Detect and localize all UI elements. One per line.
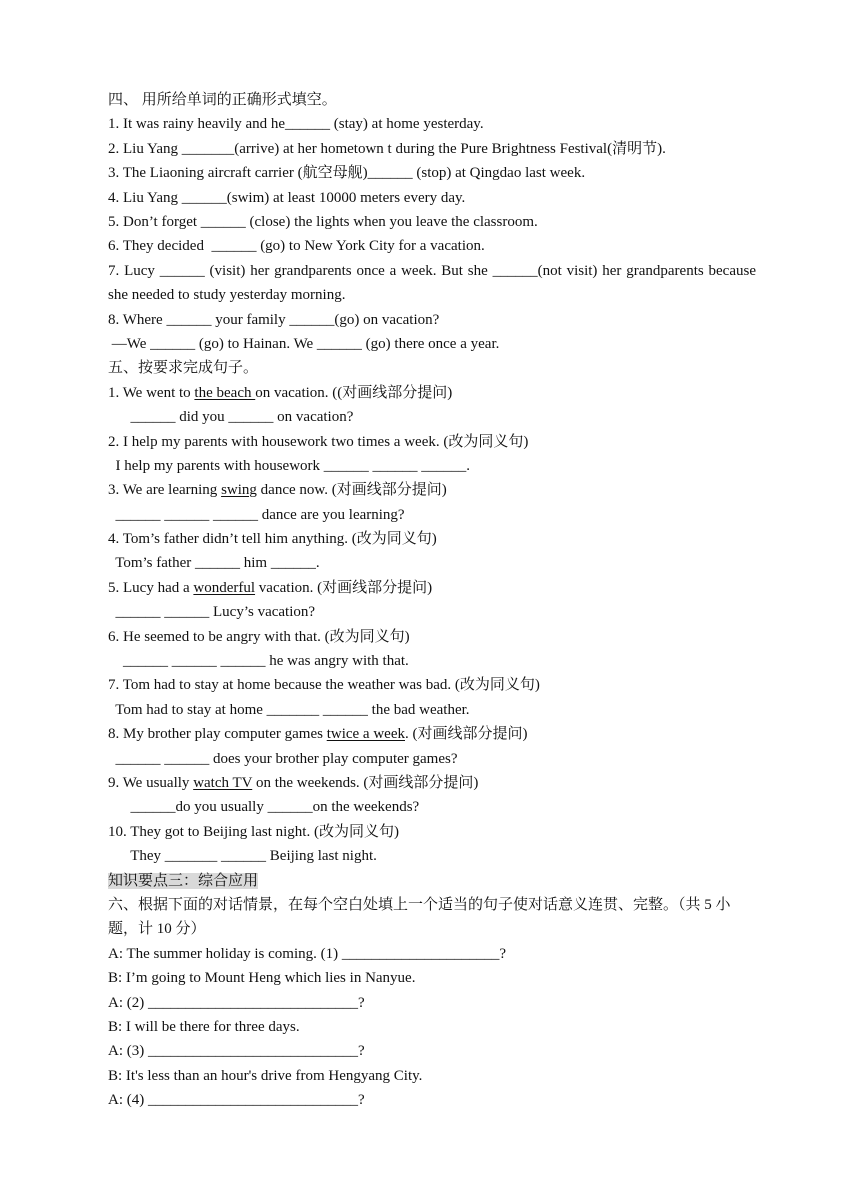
s5-q5: 5. Lucy had a wonderful vacation. (对画线部分提问) [108, 579, 433, 596]
s5-q9-answer: ______do you usually ______on the weekends? [108, 799, 420, 816]
s4-item-3: 3. The Liaoning aircraft carrier (航空母舰)______ (stop) at Qingdao last week. [108, 165, 586, 182]
s5-q6-answer: ______ ______ ______ he was angry with that. [108, 653, 409, 670]
s5-q1-answer: ______ did you ______ on vacation? [108, 409, 354, 426]
s4-item-6: 6. They decided ______ (go) to New York City for a vacation. [108, 238, 485, 255]
s4-item-8: 8. Where ______ your family ______(go) on vacation? [108, 311, 440, 328]
s5-q9: 9. We usually watch TV on the weekends. (对画线部分提问) [108, 774, 479, 791]
s4-item-8-reply: —We ______ (go) to Hainan. We ______ (go) there once a year. [108, 335, 500, 352]
worksheet-page [108, 88, 760, 1112]
dialog-line-1: A: The summer holiday is coming. (1) _____________________? [108, 945, 507, 962]
section5-heading: 五、按要求完成句子。 [108, 360, 259, 377]
knowledge-heading [108, 869, 756, 893]
s5-q8: 8. My brother play computer games twice a week. (对画线部分提问) [108, 726, 528, 743]
s5-q10: 10. They got to Beijing last night. (改为同义句) [108, 823, 399, 840]
section4-heading: 四、 用所给单词的正确形式填空。 [108, 92, 337, 108]
s4-item-7: 7. Lucy ______ (visit) her grandparents once a week. But she ______(not visit) her grandparents because she needed to study yesterday morning. [108, 262, 760, 304]
dialog-line-5: A: (3) ____________________________? [108, 1043, 365, 1060]
s5-q3: 3. We are learning swing dance now. (对画线部分提问) [108, 482, 447, 499]
dialog-line-2: B: I’m going to Mount Heng which lies in Nanyue. [108, 970, 416, 987]
dialog-line-4: B: I will be there for three days. [108, 1018, 300, 1035]
s5-q7: 7. Tom had to stay at home because the weather was bad. (改为同义句) [108, 677, 540, 694]
s5-q2: 2. I help my parents with housework two times a week. (改为同义句) [108, 433, 529, 450]
s5-q7-answer: Tom had to stay at home _______ ______ the bad weather. [108, 701, 470, 718]
s4-item-5: 5. Don’t forget ______ (close) the lights when you leave the classroom. [108, 213, 538, 230]
underlined-phrase: the beach [194, 384, 256, 401]
s5-q4-answer: Tom’s father ______ him ______. [108, 555, 320, 572]
s5-q2-answer: I help my parents with housework ______ ______ ______. [108, 457, 471, 474]
s4-item-1: 1. It was rainy heavily and he______ (stay) at home yesterday. [108, 116, 484, 133]
highlighted-heading: 知识要点三：综合应用 [108, 872, 259, 889]
s5-q5-answer: ______ ______ Lucy’s vacation? [108, 604, 316, 621]
s4-item-4: 4. Liu Yang ______(swim) at least 10000 meters every day. [108, 189, 466, 206]
dialog-line-6: B: It's less than an hour's drive from Hengyang City. [108, 1067, 423, 1084]
s5-q10-answer: They _______ ______ Beijing last night. [108, 848, 377, 865]
s5-q1: 1. We went to the beach on vacation. ((对画线部分提问) [108, 384, 453, 401]
underlined-phrase: twice a week [326, 726, 405, 743]
s5-q4: 4. Tom’s father didn’t tell him anything. (改为同义句) [108, 531, 437, 548]
s5-q8-answer: ______ ______ does your brother play computer games? [108, 750, 458, 767]
dialog-line-3: A: (2) ____________________________? [108, 994, 365, 1011]
s5-q6: 6. He seemed to be angry with that. (改为同义句) [108, 628, 410, 645]
s5-q3-answer: ______ ______ ______ dance are you learning? [108, 506, 405, 523]
dialog-line-7: A: (4) ____________________________? [108, 1092, 365, 1109]
underlined-phrase: wonderful [193, 579, 256, 596]
s4-item-2: 2. Liu Yang _______(arrive) at her hometown t during the Pure Brightness Festival(清明节). [108, 140, 666, 157]
underlined-phrase: swing [221, 482, 257, 499]
underlined-phrase: watch TV [193, 774, 253, 791]
section6-heading: 六、根据下面的对话情景，在每个空白处填上一个适当的句子使对话意义连贯、完整。（共 5 小题，计 10 分） [108, 896, 731, 938]
